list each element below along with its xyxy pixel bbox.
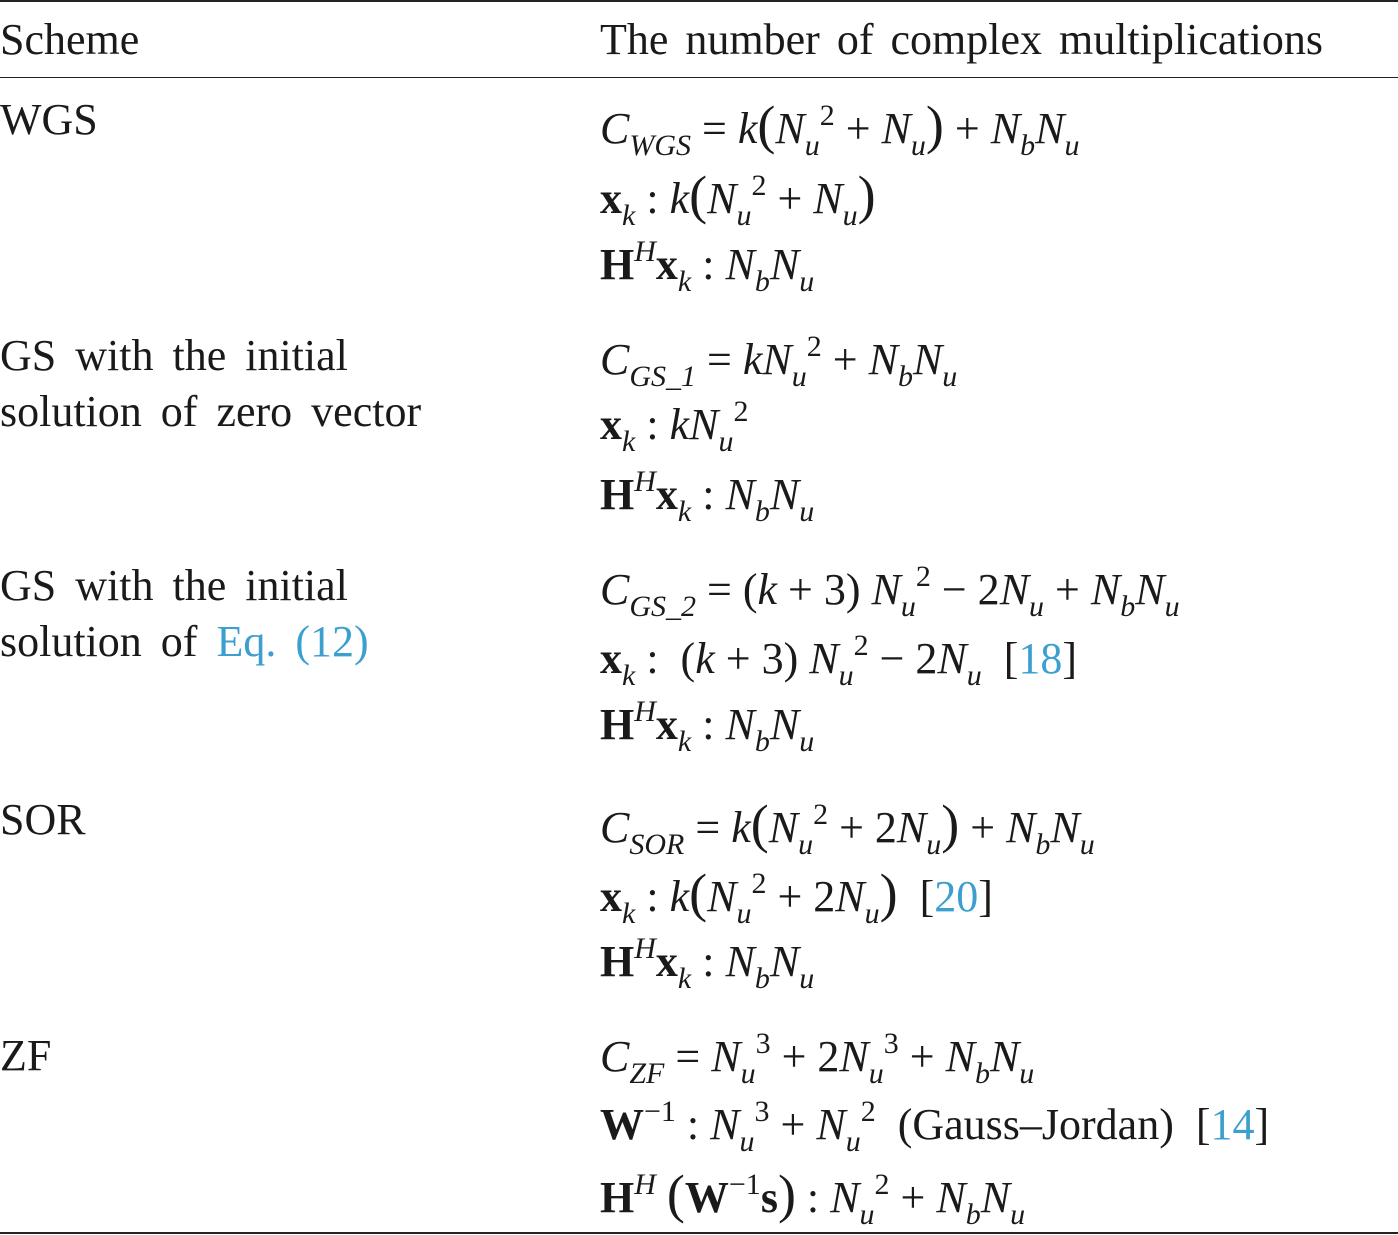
formula-zf-winv: $W^{-1}$ : $N_u^3 + N_u^2$ (Gauss–Jordan) [14] [600,1095,1270,1158]
column-header-scheme: Scheme [0,15,140,64]
table-header-rule [0,77,1398,78]
column-header-complexity: The number of complex multiplications [600,15,1323,64]
formula-wgs-xk: $x_k$ : $k(N_u^2 + N_u)$ [600,165,876,232]
table-bottom-rule [0,1232,1398,1234]
formula-sor-total: $C_{SOR} = k(N_u^2 + 2N_u) + N_bN_u$ [600,794,1095,861]
formula-sor-xk: $x_k$ : $k(N_u^2 + 2N_u)$ [20] [600,863,993,930]
formula-sor-hhxk: $H^Hx_k$ : $N_bN_u$ [600,932,815,995]
formula-gs1-total: $C_{GS\_1} = kN_u^2 + N_bN_u$ [600,330,958,393]
formula-gs2-hhxk: $H^Hx_k$ : $N_bN_u$ [600,695,815,758]
scheme-gs-zero-line2: solution of zero vector [0,387,422,436]
scheme-wgs: WGS [0,95,98,144]
ref-18-link[interactable]: 18 [1018,634,1063,683]
formula-zf-hh: $H^H$ $(W^{-1}s)$ : $N_u^2 + N_bN_u$ [600,1164,1026,1231]
scheme-gs-zero-line1: GS with the initial [0,331,348,380]
formula-gs2-xk: $x_k$ : (k + 3) $N_u^2 - 2N_u$ [18] [600,629,1078,692]
formula-zf-total: $C_{ZF} = N_u^3 + 2N_u^3 + N_bN_u$ [600,1027,1035,1090]
gauss-jordan-label: (Gauss–Jordan) [897,1100,1174,1149]
formula-gs2-total: $C_{GS\_2} = (k + 3) N_u^2 - 2N_u + N_bN_u$ [600,560,1180,623]
scheme-gs-eq12-prefix: solution of [0,617,198,666]
scheme-gs-eq12-line1: GS with the initial [0,561,348,610]
formula-wgs-total: $C_{WGS} = k(N_u^2 + N_u) + N_bN_u$ [600,95,1080,162]
scheme-zf: ZF [0,1031,52,1080]
formula-wgs-hhxk: $H^Hx_k$ : $N_bN_u$ [600,235,815,298]
ref-14-link[interactable]: 14 [1210,1100,1255,1149]
scheme-gs-eq12-line2 [0,614,369,670]
table-top-rule [0,0,1398,2]
eq12-link[interactable]: Eq. (12) [216,617,369,666]
formula-gs1-xk: $x_k$ : $kN_u^2$ [600,395,749,458]
scheme-sor: SOR [0,795,86,844]
formula-gs1-hhxk: $H^Hx_k$ : $N_bN_u$ [600,465,815,528]
ref-20-link[interactable]: 20 [934,872,979,921]
